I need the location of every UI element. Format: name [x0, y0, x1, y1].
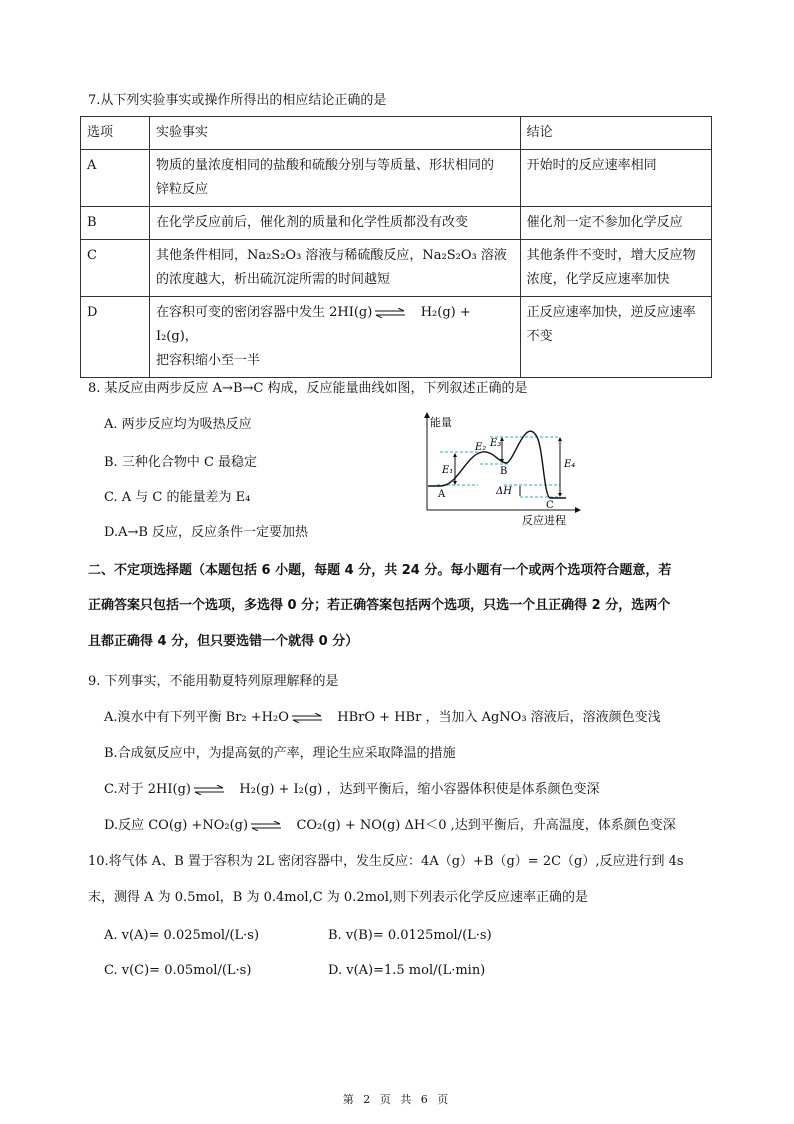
label-a: A: [438, 489, 446, 500]
equilibrium-arrow-icon: [250, 821, 282, 831]
fact-line-left: 在容积可变的密闭容器中发生 2HI(g): [155, 305, 373, 320]
x-axis-arrow-icon: [575, 507, 581, 513]
row-fact: [149, 240, 520, 297]
row-fact: [149, 297, 520, 378]
label-e4: E₄: [564, 459, 576, 470]
q9-a-left: A.溴水中有下列平衡 Br₂ +H₂O: [104, 710, 289, 725]
table-row: [81, 150, 712, 207]
fact-line-right: H₂(g) + I₂(g)，: [155, 305, 471, 344]
label-c: C: [546, 500, 554, 511]
header-option: 选项: [81, 117, 150, 150]
fact-line: 锌粒反应: [155, 182, 208, 197]
arrow-head-icon: [453, 481, 457, 485]
label-b: B: [500, 466, 508, 477]
q9-option-d: [104, 817, 676, 835]
y-axis-label: 能量: [430, 416, 452, 429]
label-e2: E₂: [475, 442, 487, 453]
row-option: B: [81, 207, 150, 240]
table-header-row: [81, 117, 712, 150]
header-conclusion: 结论: [520, 117, 711, 150]
conclusion-line: 浓度，化学反应速率加快: [526, 272, 670, 287]
arrow-head-icon: [453, 453, 457, 457]
header-fact: 实验事实: [149, 117, 520, 150]
equilibrium-arrow-icon: [193, 785, 225, 795]
table-row: [81, 240, 712, 297]
q10-option-c: C. v(C)= 0.05mol/(L·s): [104, 963, 252, 978]
q8-option-d: D.A→B 反应，反应条件一定要加热: [104, 525, 309, 540]
row-option: C: [81, 240, 150, 297]
arrow-head-icon: [558, 437, 562, 441]
q9-stem: 9. 下列事实，不能用勒夏特列原理解释的是: [88, 674, 339, 689]
row-conclusion: [520, 297, 711, 378]
table-row: [81, 207, 712, 240]
energy-diagram: [410, 410, 590, 530]
fact-line: 把容积缩小至一半: [155, 353, 260, 368]
row-conclusion: 开始时的反应速率相同: [520, 150, 711, 207]
label-dh: ΔH: [496, 486, 512, 497]
row-option: A: [81, 150, 150, 207]
q8-option-b: B. 三种化合物中 C 最稳定: [104, 455, 258, 470]
q9-d-right: CO₂(g) + NO(g) ΔH＜0 ,达到平衡后，升高温度，体系颜色变深: [296, 818, 676, 833]
q10-option-d: D. v(A)=1.5 mol/(L·min): [328, 963, 486, 978]
q9-d-left: D.反应 CO(g) +NO₂(g): [104, 818, 249, 833]
conclusion-line: 正反应速率加快，逆反应速率: [526, 305, 696, 320]
row-conclusion: 催化剂一定不参加化学反应: [520, 207, 711, 240]
q9-c-left: C.对于 2HI(g): [104, 782, 191, 797]
section2-line2: 正确答案只包括一个选项，多选得 0 分；若正确答案包括两个选项，只选一个且正确得 2 分，选两个: [88, 598, 671, 613]
q10-line1: 10.将气体 A、B 置于容积为 2L 密闭容器中，发生反应：4A（g）+B（g）= 2C（g）,反应进行到 4s: [88, 854, 684, 869]
q8-option-c: C. A 与 C 的能量差为 E₄: [104, 490, 251, 505]
row-fact: 在化学反应前后，催化剂的质量和化学性质都没有改变: [149, 207, 520, 240]
q10-line2: 末，测得 A 为 0.5mol，B 为 0.4mol,C 为 0.2mol,则下列表示化学反应速率正确的是: [88, 890, 589, 905]
q7-table: [80, 116, 712, 378]
fact-line: 其他条件相同，Na₂S₂O₃ 溶液与稀硫酸反应，Na₂S₂O₃ 溶液: [155, 248, 507, 263]
q8-option-a: A. 两步反应均为吸热反应: [104, 417, 252, 432]
conclusion-line: 其他条件不变时，增大反应物: [526, 248, 696, 263]
section2-line1: 二、不定项选择题（本题包括 6 小题，每题 4 分，共 24 分。每小题有一个或两个选项符合题意，若: [88, 563, 672, 578]
q9-a-right: HBrO + HBr ，当加入 AgNO₃ 溶液后，溶液颜色变浅: [337, 710, 661, 725]
page-footer: 第 2 页 共 6 页: [342, 1093, 452, 1106]
label-e1: E₁: [442, 465, 454, 476]
section2-line3: 且都正确得 4 分，但只要选错一个就得 0 分）: [88, 634, 359, 649]
q9-option-c: [104, 781, 600, 799]
equilibrium-arrow-icon: [374, 308, 406, 318]
q10-option-a: A. v(A)= 0.025mol/(L·s): [104, 928, 260, 943]
fact-line: 的浓度越大，析出硫沉淀所需的时间越短: [155, 272, 390, 287]
equilibrium-arrow-icon: [291, 713, 323, 723]
row-fact: [149, 150, 520, 207]
q10-option-b: B. v(B)= 0.0125mol/(L·s): [328, 928, 492, 943]
q9-option-b: B.合成氨反应中，为提高氨的产率，理论生应采取降温的措施: [104, 746, 456, 761]
row-option: D: [81, 297, 150, 378]
fact-line: 物质的量浓度相同的盐酸和硫酸分别与等质量、形状相同的: [155, 158, 494, 173]
x-axis-label: 反应进程: [522, 514, 566, 527]
q8-stem: 8. 某反应由两步反应 A→B→C 构成，反应能量曲线如图，下列叙述正确的是: [88, 381, 528, 396]
label-e3: E₃: [490, 438, 502, 449]
arrow-head-icon: [558, 493, 562, 497]
table-row: [81, 297, 712, 378]
q9-c-right: H₂(g) + I₂(g) ，达到平衡后，缩小容器体积使是体系颜色变深: [239, 782, 600, 797]
conclusion-line: 不变: [526, 329, 553, 344]
row-conclusion: [520, 240, 711, 297]
q9-option-a: [104, 709, 661, 727]
q7-stem: 7.从下列实验事实或操作所得出的相应结论正确的是: [88, 93, 387, 108]
